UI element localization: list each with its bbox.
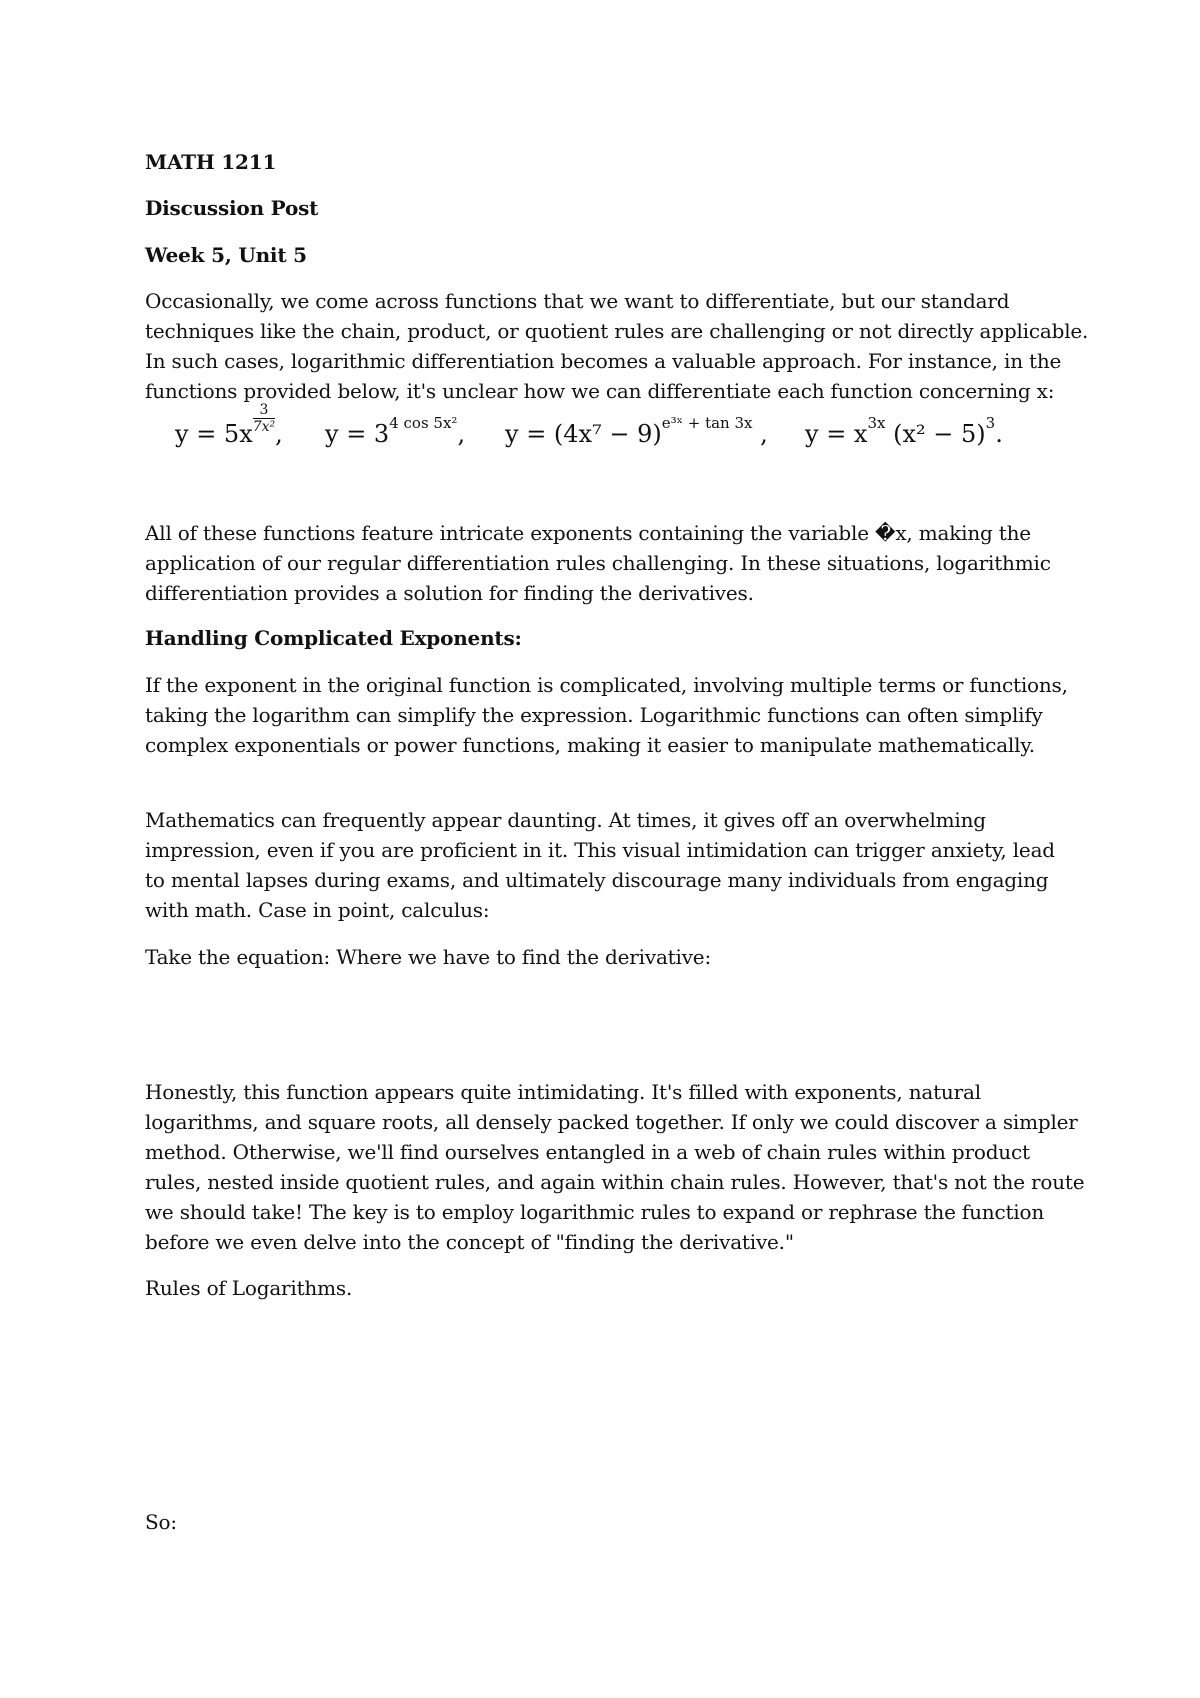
paragraph-line: Occasionally, we come across functions that we want to differentiate, but our standard [145,289,1010,313]
rules-heading: Rules of Logarithms. [145,1276,353,1300]
paragraph-line: taking the logarithm can simplify the expression. Logarithmic functions can often simplify [145,703,1043,727]
paragraph-line: If the exponent in the original function is complicated, involving multiple terms or functions, [145,673,1068,697]
paragraph-line: complex exponentials or power functions, making it easier to manipulate mathematically. [145,733,1035,757]
post-type-title: Discussion Post [145,196,319,220]
formula-1-base: y = 5x [175,420,253,448]
paragraph-line: Mathematics can frequently appear daunting. At times, it gives off an overwhelming [145,808,986,832]
formula-3-base: y = (4x⁷ − 9) [505,420,662,448]
paragraph-line: with math. Case in point, calculus: [145,898,490,922]
formula-1-exponent-fraction: $\frac{3}{\text{7x²}}$ [252,402,276,435]
formula-2: $y = 3^{4 cos 5x^2}$, [325,414,466,448]
course-title: MATH 1211 [145,150,277,174]
formula-2-base: y = 3 [325,420,390,448]
formula-3-exponent: e³ˣ + tan 3x [661,414,753,432]
paragraph-line: impression, even if you are proficient in it. This visual intimidation can trigger anxiety, lead [145,838,1055,862]
formula-4-factor: (x² − 5) [893,420,986,448]
formula-2-exponent: 4 cos 5x² [389,414,458,432]
formula-4-exponent: 3x [867,414,886,432]
paragraph-line: differentiation provides a solution for finding the derivatives. [145,581,754,605]
week-unit-title: Week 5, Unit 5 [145,243,307,267]
paragraph-line: functions provided below, it's unclear how we can differentiate each function concerning x: [145,379,1055,403]
formula-1: y = 5x $\frac{3}{\text{7x²}}$ , [175,402,283,448]
formula-3: $y = (4x^7 - 9)^{e^3ˣ + tan 3x}$ , [505,414,768,448]
paragraph-line: rules, nested inside quotient rules, and again within chain rules. However, that's not the route [145,1170,1085,1194]
paragraph-line: method. Otherwise, we'll find ourselves entangled in a web of chain rules within product [145,1140,1030,1164]
formula-4-base: y = x [805,420,868,448]
paragraph-line: All of these functions feature intricate exponents containing the variable �x, making the [145,521,1031,545]
paragraph-line: Honestly, this function appears quite intimidating. It's filled with exponents, natural [145,1080,981,1104]
formula-4: $y = x^{3x}$ $(x^2 - 5)^3$. [805,414,1003,448]
paragraph-line: techniques like the chain, product, or quotient rules are challenging or not directly applicable. [145,319,1089,343]
so-label: So: [145,1510,177,1534]
paragraph-line: In such cases, logarithmic differentiation becomes a valuable approach. For instance, in the [145,349,1062,373]
paragraph-line: we should take! The key is to employ logarithmic rules to expand or rephrase the function [145,1200,1045,1224]
paragraph-line: before we even delve into the concept of "finding the derivative." [145,1230,794,1254]
paragraph-line: to mental lapses during exams, and ultimately discourage many individuals from engaging [145,868,1049,892]
paragraph-line: logarithms, and square roots, all densely packed together. If only we could discover a simpler [145,1110,1078,1134]
paragraph-line: application of our regular differentiation rules challenging. In these situations, logarithmic [145,551,1051,575]
section-heading: Handling Complicated Exponents: [145,626,522,650]
take-equation-line: Take the equation: Where we have to find the derivative: [145,945,711,969]
formula-4-factor-exponent: 3 [985,414,996,432]
